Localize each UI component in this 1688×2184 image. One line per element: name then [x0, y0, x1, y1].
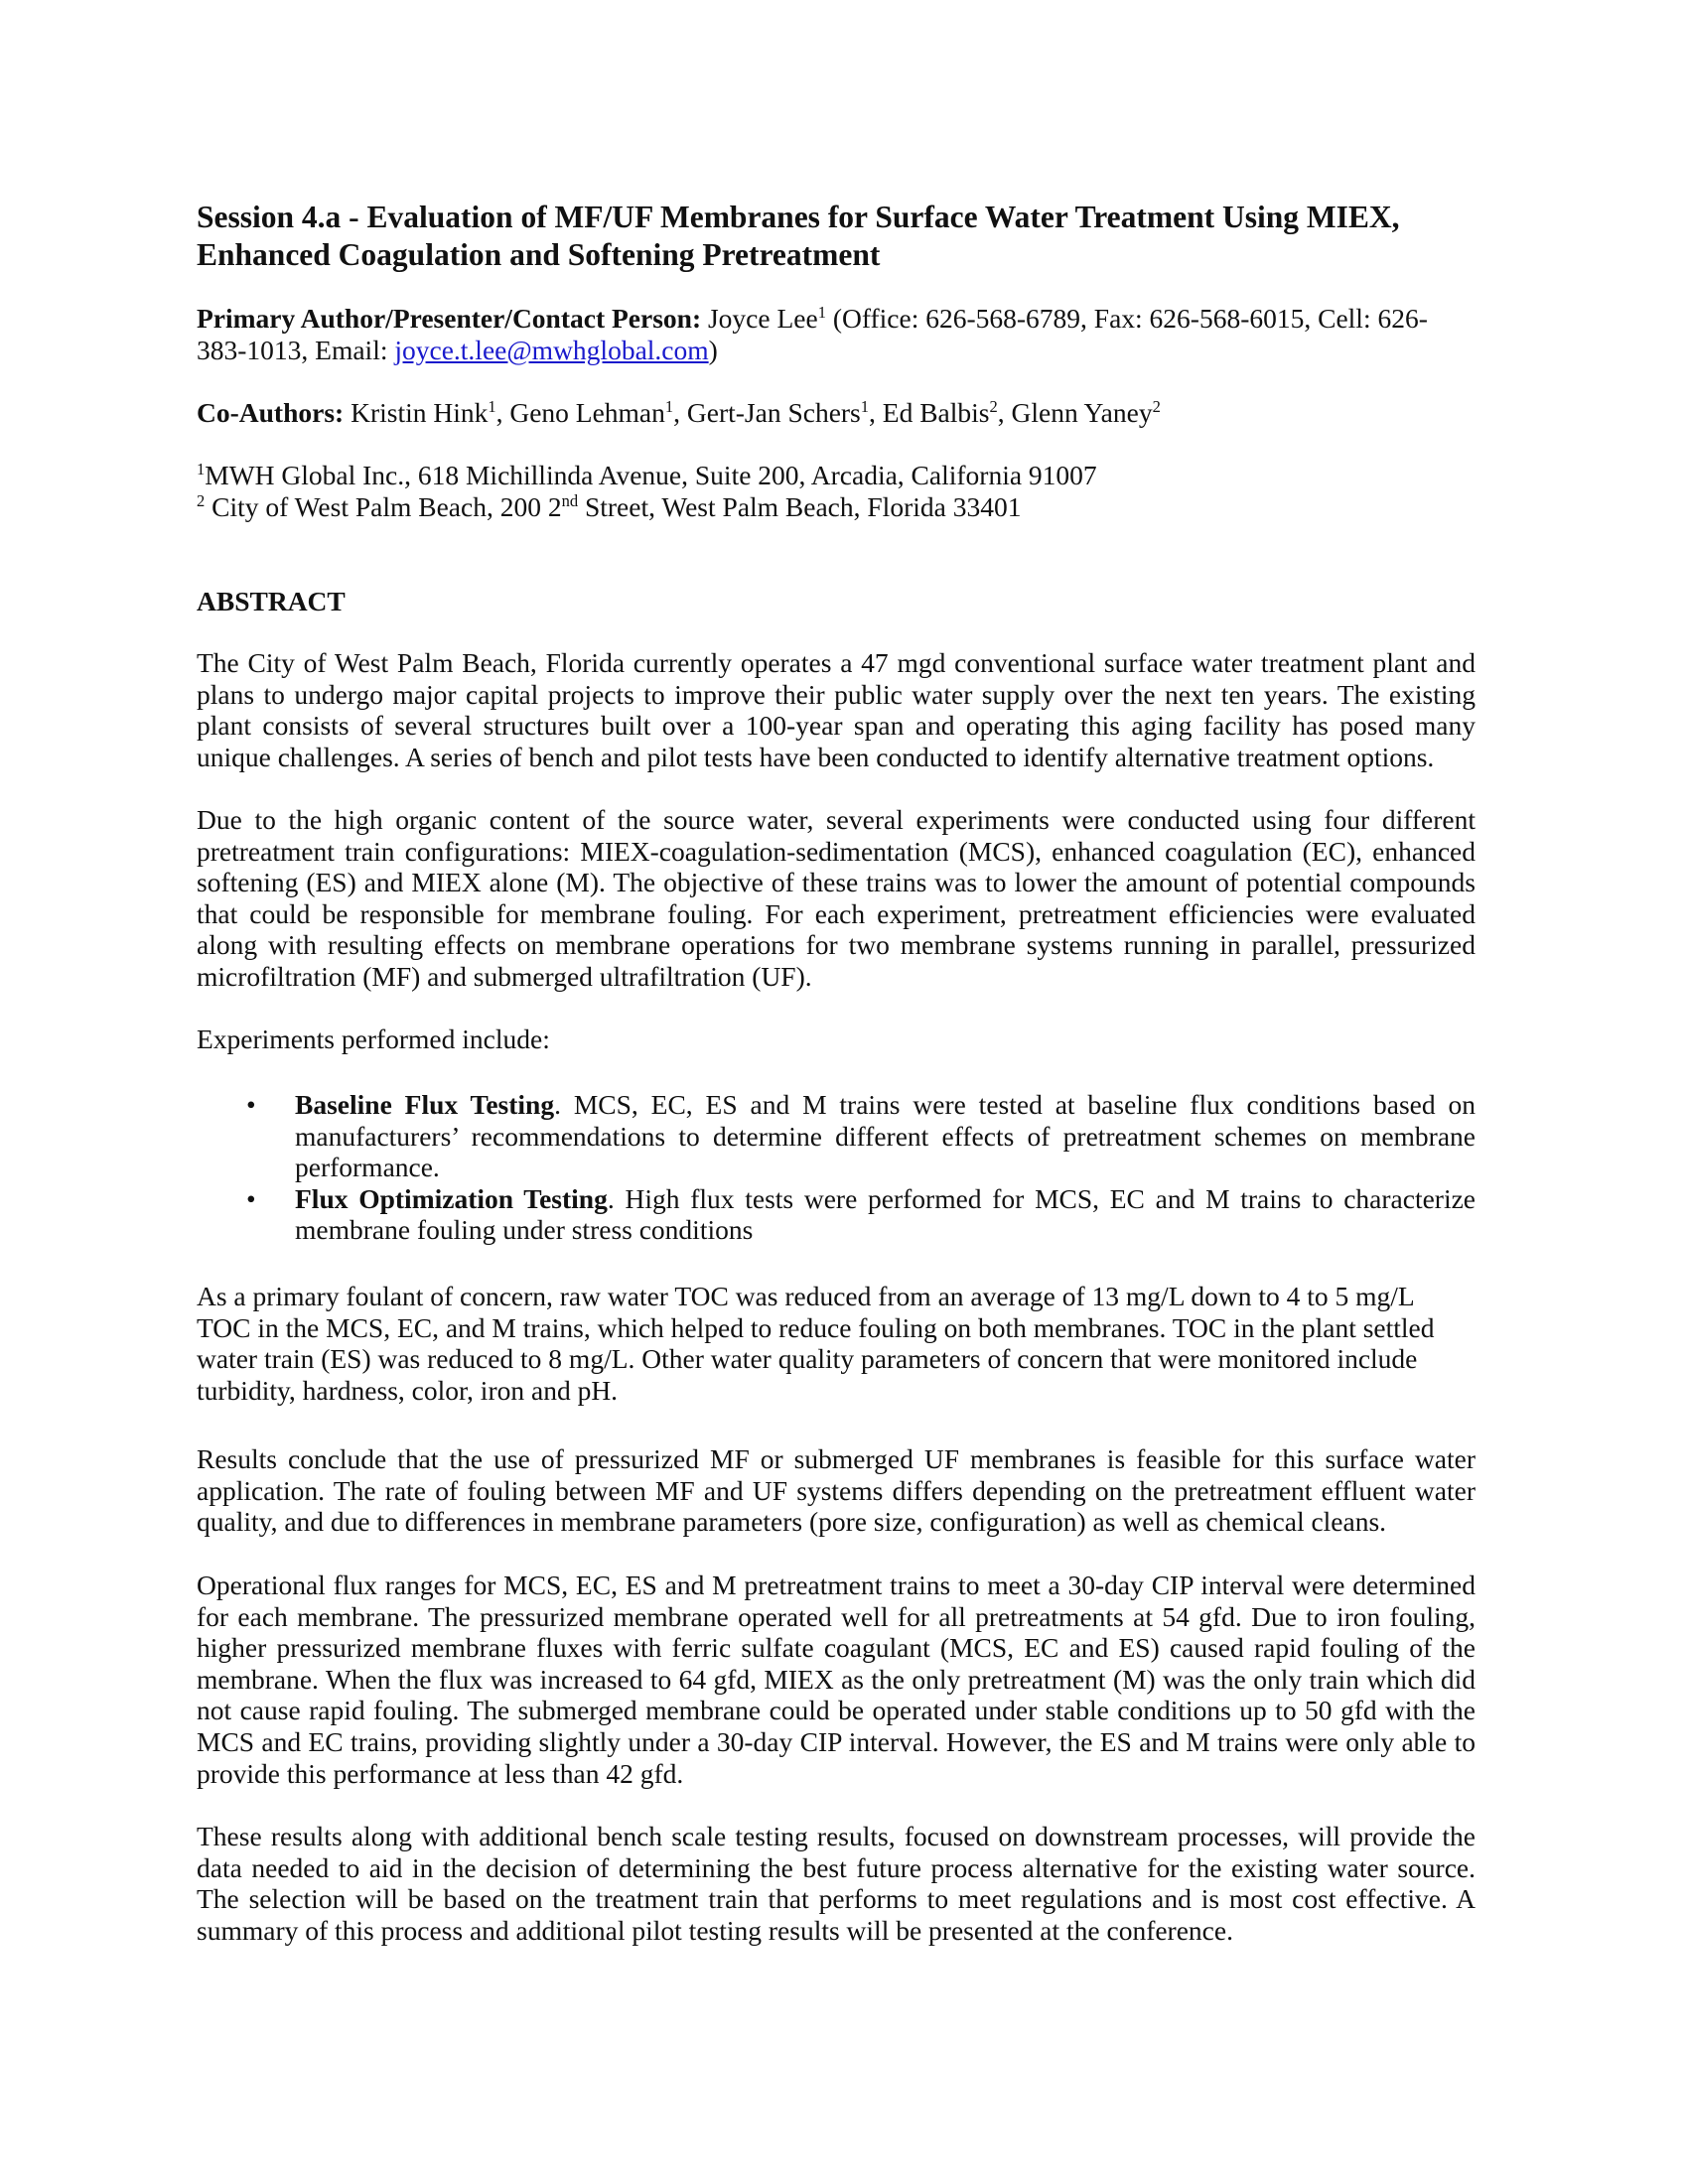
experiment-list: [197, 1089, 1476, 1246]
primary-author: [197, 303, 1476, 365]
co-authors-label: Co-Authors:: [197, 397, 345, 428]
author: , Geno Lehman: [495, 397, 665, 428]
email-link[interactable]: joyce.t.lee@mwhglobal.com: [394, 334, 709, 365]
primary-author-name: Joyce Lee: [701, 303, 818, 334]
text-line: turbidity, hardness, color, iron and pH.: [197, 1374, 619, 1406]
paragraph-results: Results conclude that the use of pressurized MF or submerged UF membranes is feasible for this surface water application. The rate of fouling between MF and UF systems differs depending on the pretreatment effluent water quality, and due to differences in membrane parameters (pore size, configuration) as well as chemical cleans.: [197, 1443, 1476, 1538]
affiliation-2: [197, 491, 1476, 523]
paragraph-pretreatment: Due to the high organic content of the source water, several experiments were conducted using four different pretreatment train configurations: MIEX-coagulation-sedimentation (MCS), enhanced coagulation (EC), enhanced softening (ES) and MIEX alone (M). The objective of these trains was to lower the amount of potential compounds that could be responsible for membrane fouling. For each experiment, pretreatment efficiencies were evaluated along with resulting effects on membrane operations for two membrane systems running in parallel, pressurized microfiltration (MF) and submerged ultrafiltration (UF).: [197, 804, 1476, 992]
text-line: TOC in the MCS, EC, and M trains, which helped to reduce fouling on both membranes. TOC in the plant settled: [197, 1311, 1435, 1343]
paragraph-experiments: Experiments performed include:: [197, 1024, 550, 1054]
affiliations: [197, 460, 1476, 522]
author: , Ed Balbis: [869, 397, 990, 428]
bullet-title: Baseline Flux Testing: [295, 1089, 555, 1120]
affiliation-mark: 1: [817, 302, 826, 322]
bullet-text: . High flux tests were performed for MCS, EC and M trains to characterize membrane fouling under stress conditions: [295, 1182, 1476, 1246]
text-line: water train (ES) was reduced to 8 mg/L. Other water quality parameters of concern that were monitored include: [197, 1343, 1418, 1375]
paragraph-toc: [197, 1281, 1476, 1406]
affiliation-1: [197, 460, 1476, 491]
affiliation-mark: 1: [860, 396, 870, 416]
affiliation-mark: 1: [664, 396, 674, 416]
text-line: As a primary foulant of concern, raw water TOC was reduced from an average of 13 mg/L down to 4 to 5 mg/L: [197, 1281, 1415, 1311]
contact-info: (Office: 626-568-6789, Fax: 626-568-6015, Cell: 626-383-1013, Email:: [197, 303, 1428, 365]
bullet-text: . MCS, EC, ES and M trains were tested at baseline flux conditions based on manufacturers’ recommendations to determine different effects of pretreatment schemes on membrane performance.: [295, 1089, 1476, 1183]
bullet-icon: •: [246, 1089, 256, 1120]
affiliation-mark: 1: [488, 396, 496, 416]
affiliation-text: MWH Global Inc., 618 Michillinda Avenue, Suite 200, Arcadia, California 91007: [205, 460, 1097, 490]
affiliation-text: City of West Palm Beach, 200 2: [205, 490, 562, 522]
close-paren: ): [708, 334, 718, 365]
author: , Glenn Yaney: [997, 397, 1153, 428]
paragraph-intro: The City of West Palm Beach, Florida currently operates a 47 mgd conventional surface water treatment plant and plans to undergo major capital projects to improve their public water supply over the next ten years. The existing plant consists of several structures built over a 100-year span and operating this aging facility has posed many unique challenges. A series of bench and pilot tests have been conducted to identify alternative treatment options.: [197, 647, 1476, 772]
affiliation-mark: 2: [1152, 396, 1161, 416]
author: Kristin Hink: [344, 397, 489, 428]
ordinal-suffix: nd: [561, 490, 579, 510]
list-item: [197, 1089, 1476, 1183]
paragraph-conclusion: These results along with additional bench scale testing results, focused on downstream processes, will provide the data needed to aid in the decision of determining the best future process alternative for the existing water source. The selection will be based on the treatment train that performs to meet regulations and is most cost effective. A summary of this process and additional pilot testing results will be presented at the conference.: [197, 1821, 1476, 1946]
list-item: [197, 1183, 1476, 1246]
affiliation-mark: 2: [989, 396, 998, 416]
bullet-title: Flux Optimization Testing: [295, 1182, 608, 1214]
co-authors: [197, 397, 1476, 429]
affiliation-mark: 1: [197, 459, 206, 478]
affiliation-mark: 2: [197, 490, 206, 510]
primary-author-label: Primary Author/Presenter/Contact Person:: [197, 303, 702, 334]
bullet-icon: •: [246, 1182, 256, 1214]
paragraph-operational-flux: Operational flux ranges for MCS, EC, ES and M pretreatment trains to meet a 30-day CIP interval were determined for each membrane. The pressurized membrane operated well for all pretreatments at 54 gfd. Due to iron fouling, higher pressurized membrane fluxes with ferric sulfate coagulant (MCS, EC and ES) caused rapid fouling of the membrane. When the flux was increased to 64 gfd, MIEX as the only pretreatment (M) was the only train which did not cause rapid fouling. The submerged membrane could be operated under stable conditions up to 50 gfd with the MCS and EC trains, providing slightly under a 30-day CIP interval. However, the ES and M trains were only able to provide this performance at less than 42 gfd.: [197, 1570, 1476, 1789]
author: , Gert-Jan Schers: [673, 397, 861, 428]
affiliation-text: Street, West Palm Beach, Florida 33401: [578, 490, 1022, 522]
page-title: Session 4.a - Evaluation of MF/UF Membranes for Surface Water Treatment Using MIEX, Enhanced Coagulation and Softening Pretreatment: [197, 200, 1400, 272]
abstract-heading: ABSTRACT: [197, 586, 346, 616]
